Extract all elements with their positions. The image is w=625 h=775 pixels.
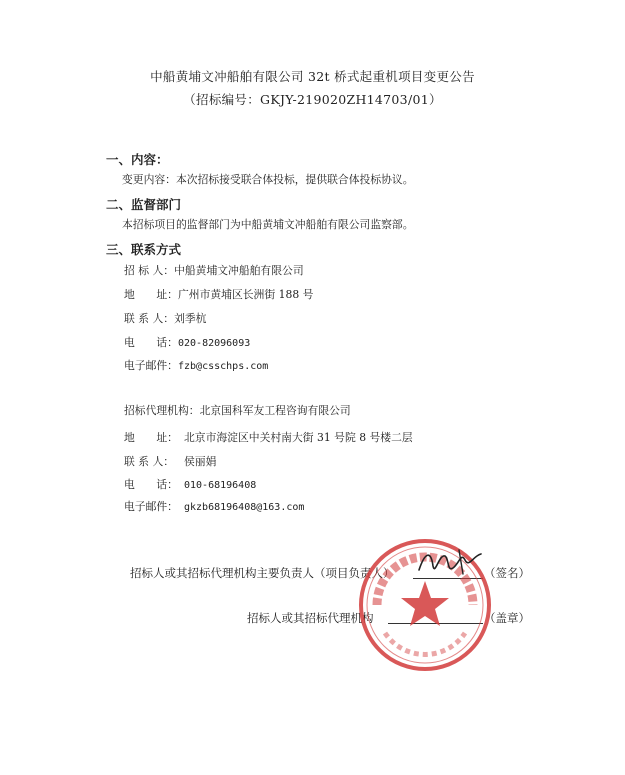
tenderer-phone-row (124, 335, 250, 350)
section-heading-content: 一、内容： (106, 152, 169, 167)
agency-address-label: 地 址： (124, 431, 178, 444)
agency-name-row (124, 403, 351, 418)
agency-name: 北京国科军友工程咨询有限公司 (199, 404, 351, 417)
agency-phone: 010-68196408 (184, 480, 257, 491)
tenderer-address: 广州市黄埔区长洲街 188 号 (177, 288, 314, 301)
tenderer-email-row (124, 358, 268, 373)
agency-address-row (124, 430, 413, 445)
agency-contact: 侯丽娟 (184, 455, 217, 468)
supervision-text: 本招标项目的监督部门为中船黄埔文冲船舶有限公司监察部。 (122, 218, 414, 231)
tenderer-phone: 020-82096093 (177, 338, 251, 349)
tender-number: （招标编号：GKJY-219020ZH14703/01） (183, 92, 442, 107)
agency-phone-label: 电 话： (124, 478, 178, 491)
agency-name-label: 招标代理机构： (124, 404, 200, 417)
tenderer-name: 中船黄埔文冲船舶有限公司 (174, 264, 304, 277)
agency-email-row (124, 499, 304, 514)
tenderer-address-label: 地 址： (124, 288, 178, 301)
change-content-text: 变更内容：本次招标接受联合体投标，提供联合体投标协议。 (122, 173, 414, 186)
section-heading-contact: 三、联系方式 (106, 242, 182, 257)
tenderer-name-label: 招 标 人： (124, 264, 175, 277)
tenderer-contact-row (124, 311, 206, 326)
tenderer-email: fzb@csschps.com (177, 361, 269, 372)
agency-contact-row (124, 454, 216, 469)
agency-contact-label: 联 系 人： (124, 455, 175, 468)
signature-icon (415, 546, 485, 580)
signature-line-label: 招标人或其招标代理机构主要负责人（项目负责人） (130, 566, 395, 580)
seal-suffix: （盖章） (484, 611, 530, 625)
tenderer-contact-label: 联 系 人： (124, 312, 175, 325)
agency-address: 北京市海淀区中关村南大街 31 号院 8 号楼二层 (184, 431, 413, 444)
tenderer-email-label: 电子邮件： (124, 359, 178, 372)
seal-line-label: 招标人或其招标代理机构 (247, 611, 374, 625)
tenderer-name-row (124, 263, 304, 278)
tenderer-contact: 刘季杭 (174, 312, 207, 325)
tenderer-address-row (124, 287, 313, 302)
agency-email-label: 电子邮件： (124, 500, 178, 513)
section-heading-supervision: 二、监督部门 (106, 197, 182, 212)
tenderer-phone-label: 电 话： (124, 336, 178, 349)
signature-suffix: （签名） (484, 566, 530, 580)
agency-phone-row (124, 477, 256, 492)
agency-email: gkzb68196408@163.com (184, 502, 305, 513)
document-title: 中船黄埔文冲船舶有限公司 32t 桥式起重机项目变更公告 (150, 69, 475, 84)
